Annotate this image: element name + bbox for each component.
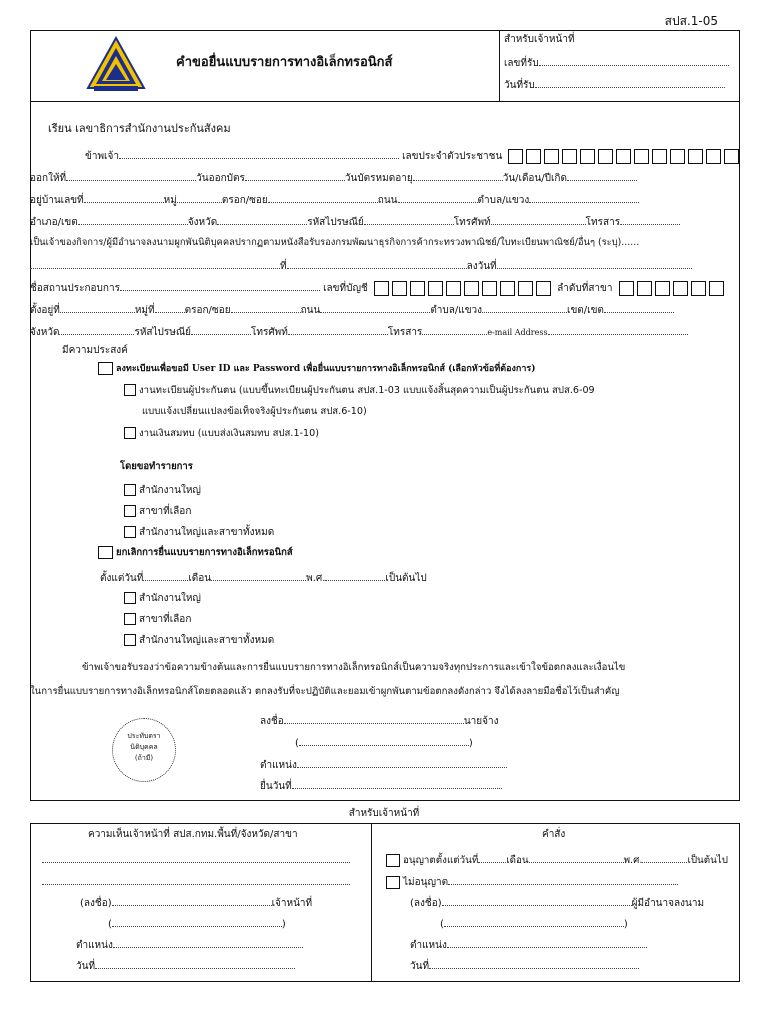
issue-date-field[interactable] [245,170,345,181]
moo-label: หมู่ [163,195,177,206]
est-province-field[interactable] [59,324,134,335]
applicant-name-field[interactable] [119,148,399,159]
province-label: จังหวัด [187,217,218,228]
est-province-label: จังหวัด [30,327,60,338]
receipt-no-field[interactable] [539,55,729,66]
owner-line: เป็นเจ้าของกิจการ/ผู้มีอำนาจลงนามผูกพันนิติบุคคลปรากฏตามหนังสือรับรองกรมพัฒนาธุรกิจการค้ากระทรวงพาณิชย์/ใบทะเบียนพาณิชย์/อื่นๆ (ระบุ)...... [30,237,640,248]
contribution-work-label: งานเงินสมทบ (แบบส่งเงินสมทบ สปส.1-10) [139,428,319,439]
from-month-label: เดือน [188,573,212,584]
road-field[interactable] [398,192,478,203]
located-label: ตั้งอยู่ที่ [30,305,60,316]
officer-date-field[interactable] [95,958,295,969]
est-postcode-label: รหัสไปรษณีย์ [134,327,191,338]
registration-work-checkbox[interactable] [124,384,136,396]
register-option: ลงทะเบียนเพื่อขอมี User ID และ Password เพื่อยื่นแบบรายการทางอิเล็กทรอนิกส์ (เลือกหัวข้อที่ต้องการ) [116,364,536,374]
authorizer-date-field[interactable] [429,958,639,969]
officer-date-label: วันที่ [76,961,96,972]
position-field[interactable] [297,757,507,768]
est-postcode-field[interactable] [191,324,251,335]
issue-date-label: วันออกบัตร [196,173,245,184]
all-branches-label: สำนักงานใหญ่และสาขาทั้งหมด [139,527,275,538]
approve-year-field[interactable] [642,852,687,863]
cancel-all-label: สำนักงานใหญ่และสาขาทั้งหมด [139,635,275,646]
approve-checkbox[interactable] [386,854,400,867]
email-label: e-mail Address [487,328,548,337]
registration-work-label: งานทะเบียนผู้ประกันตน (แบบขึ้นทะเบียนผู้ประกันตน สปส.1-03 แบบแจ้งสิ้นสุดความเป็นผู้ประกันตน สปส.6-09 [139,385,595,396]
est-moo-label: หมู่ที่ [134,305,155,316]
contribution-work-checkbox[interactable] [124,427,136,439]
est-subdistrict-field[interactable] [482,302,567,313]
company-seal [112,718,176,782]
fax-label: โทรสาร [585,217,621,228]
located-field[interactable] [60,302,135,313]
submit-by-heading: โดยขอทำรายการ [120,461,193,472]
est-fax-label: โทรสาร [387,327,423,338]
received-date-field[interactable] [535,77,725,88]
cancel-checkbox[interactable] [98,546,113,559]
declaration-line-2: ในการยื่นแบบรายการทางอิเล็กทรอนิกส์โดยตลอดแล้ว ตกลงรับที่จะปฏิบัติและยอมเข้าผูกพันตามข้อตกลงดังกล่าว จึงได้ลงลายมือชื่อไว้เป็นสำคัญ [30,686,620,697]
phone-field[interactable] [491,214,586,225]
from-date-label: ตั้งแต่วันที่ [100,573,144,584]
officer-section-title: สำหรับเจ้าหน้าที่ [348,808,420,819]
approve-label: อนุญาตตั้งแต่วันที่ [403,855,479,866]
form-title: คำขอยื่นแบบรายการทางอิเล็กทรอนิกส์ [176,55,393,70]
issued-at-label: ออกให้ที่ [30,173,67,184]
est-moo-field[interactable] [155,302,185,313]
est-soi-label: ตรอก/ซอย [184,305,231,316]
authorizer-name-field[interactable] [444,916,624,927]
seal-line-3: (ถ้ามี) [134,754,154,762]
authorizer-date-label: วันที่ [410,961,430,972]
signature-field[interactable] [284,713,464,724]
cancel-branch-label: สาขาที่เลือก [139,614,192,625]
officer-label: เจ้าหน้าที่ [271,898,313,909]
sign-label: ลงชื่อ [260,716,284,727]
reject-reason-field[interactable] [448,874,678,885]
order-title: คำสั่ง [542,829,566,840]
subdistrict-label: ตำบล/แขวง [477,195,530,206]
approve-onwards-label: เป็นต้นไป [687,855,728,866]
declaration-line-1: ข้าพเจ้าขอรับรองว่าข้อความข้างต้นและการยื่นแบบรายการทางอิเล็กทรอนิกส์เป็นความจริงทุกประการและเข้าใจข้อตกลงและเงื่อนไข [82,662,626,673]
postcode-field[interactable] [364,214,454,225]
branch-label: สาขาที่เลือก [139,506,192,517]
from-date-field[interactable] [143,570,188,581]
house-no-label: อยู่บ้านเลขที่ [30,195,84,206]
road-label: ถนน [377,195,398,206]
employer-label: นายจ้าง [463,716,499,727]
approve-month-label: เดือน [506,855,529,866]
officer-box-title: สำหรับเจ้าหน้าที่ [504,34,575,45]
officer-name-field[interactable] [112,916,282,927]
registration-work-label-2: แบบแจ้งเปลี่ยนแปลงข้อเท็จจริงผู้ประกันตน สปส.6-10) [142,406,367,417]
establishment-name-label: ชื่อสถานประกอบการ [30,283,120,294]
id-no-label: เลขประจำตัวประชาชน [402,151,503,162]
soi-field[interactable] [268,192,378,203]
from-month-field[interactable] [211,570,306,581]
hq-label: สำนักงานใหญ่ [139,485,201,496]
register-checkbox[interactable] [98,362,113,375]
owner-ref-field[interactable] [30,258,280,269]
soi-label: ตรอก/ซอย [221,195,268,206]
approve-month-field[interactable] [529,852,624,863]
officer-position-label: ตำแหน่ง [76,940,113,951]
est-phone-label: โทรศัพท์ [251,327,288,338]
est-district-field[interactable] [604,302,674,313]
est-soi-field[interactable] [231,302,301,313]
est-subdistrict-label: ตำบล/แขวง [430,305,483,316]
opinion-line-1[interactable] [42,852,350,863]
district-label: อำเภอ/เขต [30,217,78,228]
officer-signature-field[interactable] [112,895,272,906]
submitted-label: ยื่นวันที่ [260,781,292,792]
authorizer-position-field[interactable] [447,937,647,948]
province-field[interactable] [217,214,307,225]
officer-section-divider [371,824,372,981]
at-field[interactable] [287,258,467,269]
salutation: เรียน เลขาธิการสำนักงานประกันสังคม [48,122,231,135]
subdistrict-field[interactable] [529,192,639,203]
account-no-label: เลขที่บัญชี [323,283,368,294]
expiry-label: วันบัตรหมดอายุ [344,173,413,184]
est-road-label: ถนน [300,305,321,316]
cancel-option: ยกเลิกการยื่นแบบรายการทางอิเล็กทรอนิกส์ [116,547,293,558]
received-date-label: วันที่รับ [504,80,535,91]
est-road-field[interactable] [320,302,430,313]
date-label: ลงวันที่ [466,261,497,272]
dob-label: วัน/เดือน/ปีเกิด [502,173,567,184]
cancel-all-checkbox[interactable] [124,634,136,646]
expiry-field[interactable] [413,170,503,181]
cancel-hq-label: สำนักงานใหญ่ [139,593,201,604]
officer-opinion-title: ความเห็นเจ้าหน้าที่ สปส.กทม.พื้นที่/จังหวัด/สาขา [88,829,298,840]
house-no-field[interactable] [84,192,164,203]
opinion-line-2[interactable] [42,874,350,885]
est-district-label: เขต/เขต [567,305,604,316]
id-no-boxes[interactable] [508,149,742,164]
cancel-branch-checkbox[interactable] [124,613,136,625]
form-code: สปส.1-05 [664,14,718,28]
est-fax-field[interactable] [422,324,487,335]
submitted-field[interactable] [292,778,502,789]
officer-box [499,31,740,101]
date-field[interactable] [497,258,692,269]
seal-line-2: นิติบุคคล [130,743,158,751]
officer-position-field[interactable] [113,937,303,948]
from-onwards-label: เป็นต้นไป [385,573,427,584]
dob-field[interactable] [567,170,637,181]
email-field[interactable] [548,324,688,335]
signer-name-field[interactable] [299,735,469,746]
header-box [30,30,740,102]
authorizer-signature-field[interactable] [442,895,632,906]
establishment-name-field[interactable] [120,280,320,291]
approve-year-label: พ.ศ. [623,855,643,866]
moo-field[interactable] [177,192,222,203]
reject-checkbox[interactable] [386,876,400,889]
postcode-label: รหัสไปรษณีย์ [307,217,364,228]
hq-checkbox[interactable] [124,484,136,496]
seal-line-1: ประทับตรา [127,732,161,740]
approve-day-field[interactable] [478,852,506,863]
issued-at-field[interactable] [66,170,196,181]
district-field[interactable] [78,214,188,225]
est-phone-field[interactable] [288,324,388,335]
branch-no-boxes[interactable] [619,281,727,296]
cancel-hq-checkbox[interactable] [124,592,136,604]
applicant-label: ข้าพเจ้า [85,151,119,162]
sso-logo-icon [86,36,146,97]
fax-field[interactable] [620,214,680,225]
reject-label: ไม่อนุญาต [403,877,449,888]
branch-checkbox[interactable] [124,505,136,517]
position-label: ตำแหน่ง [260,760,297,771]
phone-label: โทรศัพท์ [453,217,491,228]
from-year-field[interactable] [325,570,385,581]
all-branches-checkbox[interactable] [124,526,136,538]
receipt-no-label: เลขที่รับ [504,58,539,69]
from-year-label: พ.ศ. [306,573,326,584]
at-label: ที่ [280,261,287,272]
purpose-label: มีความประสงค์ [62,345,128,356]
authorizer-sign-label: (ลงชื่อ) [410,898,442,909]
authorizer-label: ผู้มีอำนาจลงนาม [631,898,705,909]
authorizer-position-label: ตำแหน่ง [410,940,447,951]
account-no-boxes[interactable] [374,281,554,296]
officer-sign-label: (ลงชื่อ) [80,898,112,909]
branch-no-label: ลำดับที่สาขา [557,283,613,294]
